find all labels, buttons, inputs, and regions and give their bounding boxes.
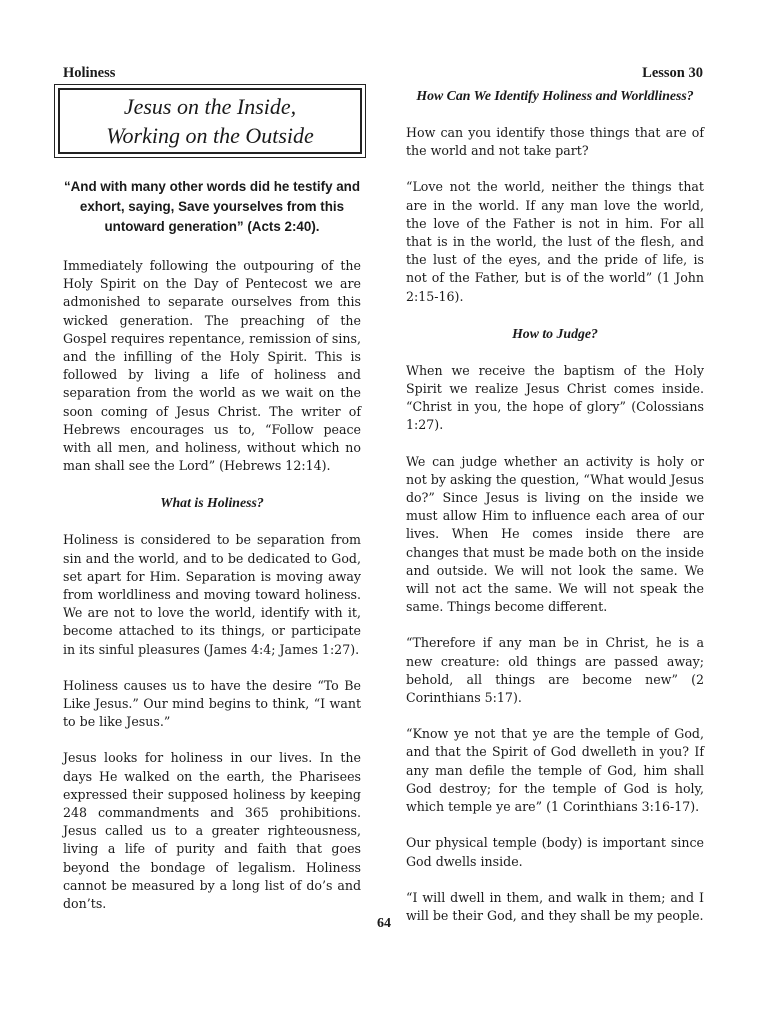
title-line-1: Jesus on the Inside, [123, 94, 297, 119]
heading-how-to-judge: How to Judge? [512, 325, 598, 341]
physical-temple-paragraph: Our physical temple (body) is important since God dwells inside. [406, 835, 704, 869]
identify-paragraph: How can you identify those things that are of the world and not take part? [406, 125, 704, 159]
love-not-paragraph: “Love not the world, neither the things that are in the world. If any man love the world, the love of the Father is not in him. For all that is in the world, the lust of the flesh, and the lust of the eyes, and the pride of life, is not of the Father, but is of the world” (1 John 2:15-16). [406, 179, 704, 304]
title-inner-frame [58, 88, 362, 154]
header-lesson: Lesson 30 [642, 65, 703, 81]
key-verse: “And with many other words did he testify and exhort, saying, Save yourselves from this untoward generation” (Acts 2:40). [63, 179, 361, 234]
temple-paragraph: “Know ye not that ye are the temple of God, and that the Spirit of God dwelleth in you? If any man defile the temple of God, him shall God destroy; for the temple of God is holy, which temple ye are” (1 Corinthians 3:16-17). [406, 726, 704, 815]
judge-paragraph: We can judge whether an activity is holy or not by asking the question, “What would Jesus do?” Since Jesus is living on the inside we must allow Him to influence each area of our lives. When He comes inside there are changes that must be made both on the inside and outside. We will not look the same. We will not act the same. We will not speak the same. Things become different. [406, 453, 704, 615]
pharisees-paragraph: Jesus looks for holiness in our lives. In the days He walked on the earth, the Pharisees expressed their supposed holiness by keeping 248 commandments and 365 prohibitions. Jesus called us to a greater righteousness, living a life of purity and faith that goes beyond the bondage of legalism. Holiness cannot be measured by a long list of do’s and don’ts. [63, 750, 361, 912]
intro-paragraph: Immediately following the outpouring of the Holy Spirit on the Day of Pentecost we are admonished to separate ourselves from this wicked generation. The preaching of the Gospel requires repentance, remission of sins, and the infilling of the Holy Spirit. This is followed by living a life of holiness and separation from the world as we wait on the soon coming of Jesus Christ. The writer of Hebrews encourages us to, “Follow peace with all men, and holiness, without which no man shall see the Lord” (Hebrews 12:14). [63, 258, 361, 474]
header-topic: Holiness [63, 65, 116, 81]
right-column [406, 86, 704, 943]
left-column [63, 177, 361, 931]
dwell-paragraph: “I will dwell in them, and walk in them; and I will be their God, and they shall be my people. [406, 889, 704, 923]
page-number: 64 [377, 916, 391, 931]
separation-paragraph: Holiness is considered to be separation from sin and the world, and to be dedicated to God, set apart for Him. Separation is moving away from worldliness and moving toward holiness. We are not to love the world, identify with it, become attached to its things, or participate in its sinful pleasures (James 4:4; James 1:27). [63, 532, 361, 657]
heading-what-is-holiness: What is Holiness? [160, 495, 264, 511]
desire-paragraph: Holiness causes us to have the desire “To Be Like Jesus.” Our mind begins to think, “I want to be like Jesus.” [63, 677, 361, 730]
title-box [54, 84, 366, 158]
heading-identify: How Can We Identify Holiness and Worldliness? [416, 88, 694, 103]
title-line-2: Working on the Outside [106, 123, 314, 148]
new-creature-paragraph: “Therefore if any man be in Christ, he is a new creature: old things are passed away; behold, all things are become new” (2 Corinthians 5:17). [406, 635, 704, 706]
baptism-paragraph: When we receive the baptism of the Holy Spirit we realize Jesus Christ comes inside. “Christ in you, the hope of glory” (Colossians 1:27). [406, 362, 704, 433]
